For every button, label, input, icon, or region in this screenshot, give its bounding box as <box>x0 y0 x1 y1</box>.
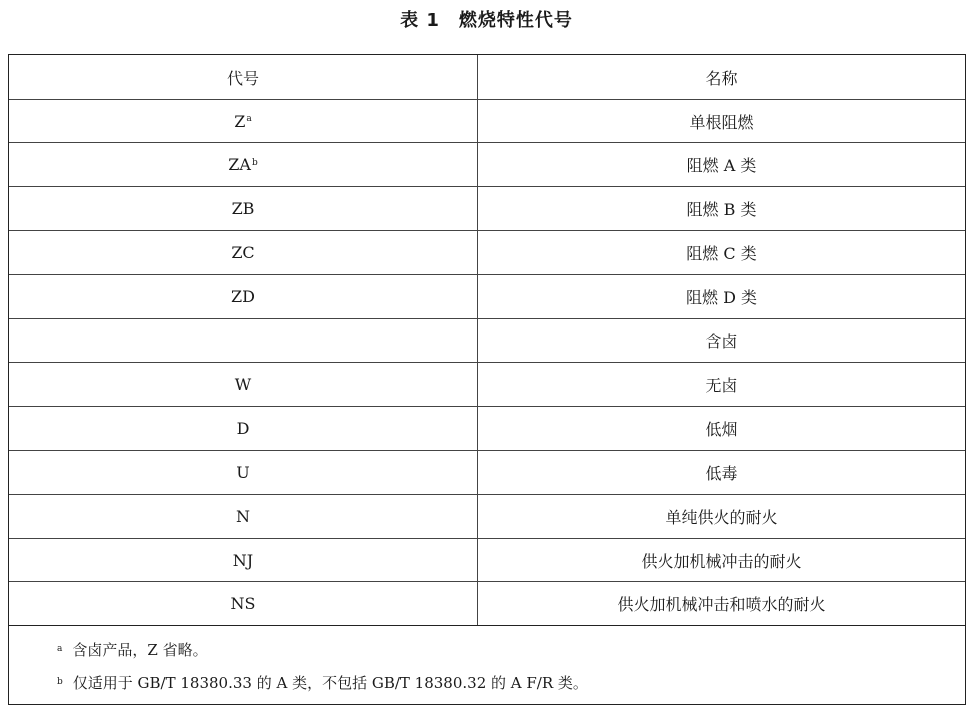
table-row <box>9 539 965 582</box>
burning-characteristics-table <box>8 54 966 705</box>
footnote-mark: b <box>57 677 63 687</box>
footnote <box>57 639 208 660</box>
footnote <box>57 672 588 693</box>
table-row <box>9 100 965 143</box>
code-cell: ZD <box>9 275 478 318</box>
code-cell: U <box>9 451 478 494</box>
footnote-text: 含卤产品，Z 省略。 <box>72 641 208 659</box>
table-row <box>9 143 965 187</box>
name-cell: 阻燃 B 类 <box>686 200 757 219</box>
table-row <box>9 495 965 539</box>
name-cell: 含卤 <box>705 332 738 351</box>
code-cell: ZA $^b$ <box>9 143 478 186</box>
name-cell: 单根阻燃 <box>689 112 754 132</box>
name-cell: 供火加机械冲击的耐火 <box>641 551 802 571</box>
code-cell: NS <box>9 582 478 625</box>
table-row <box>9 407 965 451</box>
name-cell: 无卤 <box>705 376 738 395</box>
table-row <box>9 187 965 231</box>
name-cell: 阻燃 C 类 <box>686 244 757 263</box>
table-title: 表 1 燃烧特性代号 <box>400 10 573 31</box>
name-cell: 阻燃 A 类 <box>686 156 757 175</box>
code-cell <box>9 319 478 362</box>
table-row <box>9 582 965 626</box>
table-row <box>9 363 965 407</box>
footnote-text: 仅适用于 GB/T 18380.33 的 A 类，不包括 GB/T 18380.32 的 A F/R 类。 <box>72 674 588 692</box>
name-cell: 阻燃 D 类 <box>685 288 757 307</box>
name-cell: 单纯供火的耐火 <box>665 508 778 527</box>
name-cell: 低烟 <box>705 420 738 439</box>
header-name: 名称 <box>705 68 738 88</box>
footnote-mark: a <box>57 644 63 654</box>
footnote-ref: a <box>246 114 252 124</box>
code-cell: ZC <box>9 231 478 274</box>
code-cell: D <box>9 407 478 450</box>
table-row <box>9 231 965 275</box>
code-cell: NJ <box>9 539 478 581</box>
table-row <box>9 275 965 319</box>
code-cell: N <box>9 495 478 538</box>
code-cell: W <box>9 363 478 406</box>
table-footnotes <box>9 625 965 705</box>
table-row <box>9 451 965 495</box>
footnote-ref: b <box>251 157 258 168</box>
code-cell: ZB <box>9 187 478 230</box>
table-row <box>9 319 965 363</box>
name-cell: 供火加机械冲击和喷水的耐火 <box>617 595 826 614</box>
name-cell: 低毒 <box>705 464 738 483</box>
header-code: 代号 <box>9 55 478 99</box>
code-cell: Z $^a$ <box>9 100 478 142</box>
table-header-row <box>9 55 965 100</box>
